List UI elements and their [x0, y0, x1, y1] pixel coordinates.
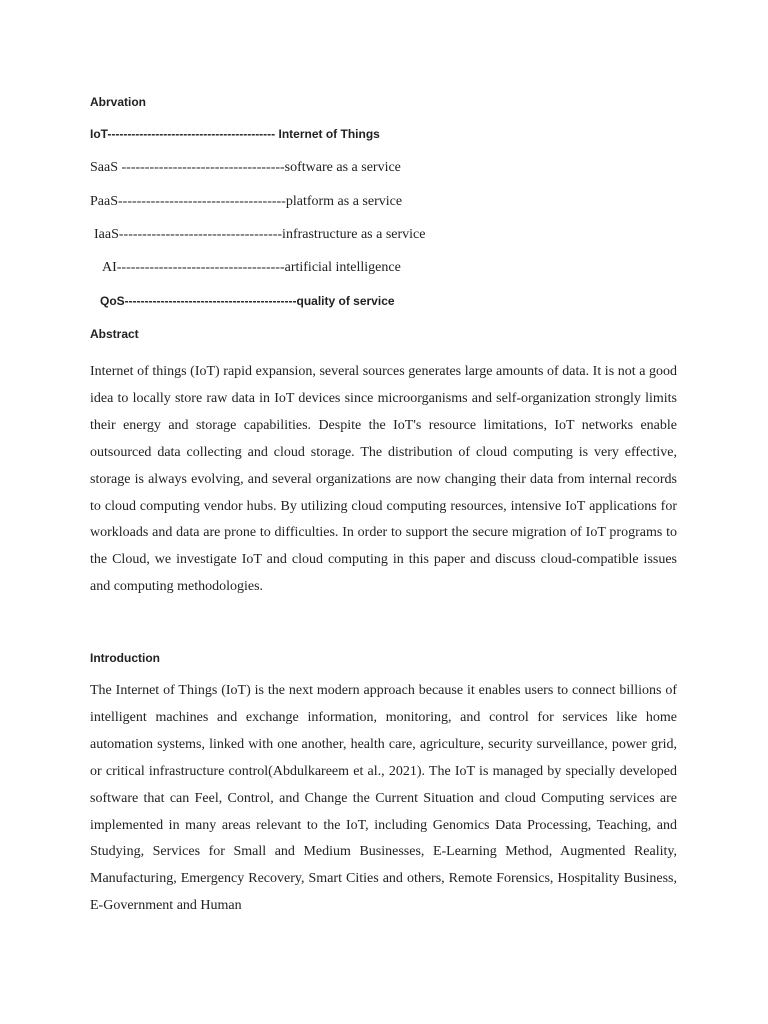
abbreviation-paas: PaaS------------------------------------platform as a service: [90, 194, 403, 209]
abbreviation-qos: QoS-------------------------------------------quality of service: [100, 294, 395, 308]
abstract-heading: Abstract: [90, 327, 139, 341]
abbreviation-iaas: IaaS-----------------------------------infrastructure as a service: [94, 227, 426, 242]
introduction-paragraph: The Internet of Things (IoT) is the next modern approach because it enables users to connect billions of intelligent machines and exchange information, monitoring, and control for services like home automation systems, linked with one another, health care, agriculture, security surveillance, power grid, or critical infrastructure control(Abdulkareem et al., 2021). The IoT is managed by specially developed software that can Feel, Control, and Change the Current Situation and cloud Computing services are implemented in many areas relevant to the IoT, including Genomics Data Processing, Teaching, and Studying, Services for Small and Medium Businesses, E-Learning Method, Augmented Reality, Manufacturing, Emergency Recovery, Smart Cities and others, Remote Forensics, Hospitality Business, E-Government and Human: [90, 683, 677, 914]
abstract-paragraph: Internet of things (IoT) rapid expansion, several sources generates large amounts of data. It is not a good idea to locally store raw data in IoT devices since microorganisms and self-organization strongly limits their energy and storage capabilities. Despite the IoT's resource limitations, IoT networks enable outsourced data collecting and cloud storage. The distribution of cloud computing is very effective, storage is always evolving, and several organizations are now changing their data from internal records to cloud computing vendor hubs. By utilizing cloud computing resources, intensive IoT applications for workloads and data are prone to difficulties. In order to support the secure migration of IoT programs to the Cloud, we investigate IoT and cloud computing in this paper and discuss cloud-compatible issues and computing methodologies.: [90, 364, 677, 595]
abbreviation-saas: SaaS -----------------------------------software as a service: [90, 160, 401, 175]
abbreviations-heading: Abrvation: [90, 95, 147, 109]
abbreviation-iot: IoT------------------------------------------ Internet of Things: [90, 127, 380, 141]
introduction-heading: Introduction: [90, 651, 160, 665]
abbreviation-ai: AI------------------------------------artificial intelligence: [102, 260, 401, 275]
